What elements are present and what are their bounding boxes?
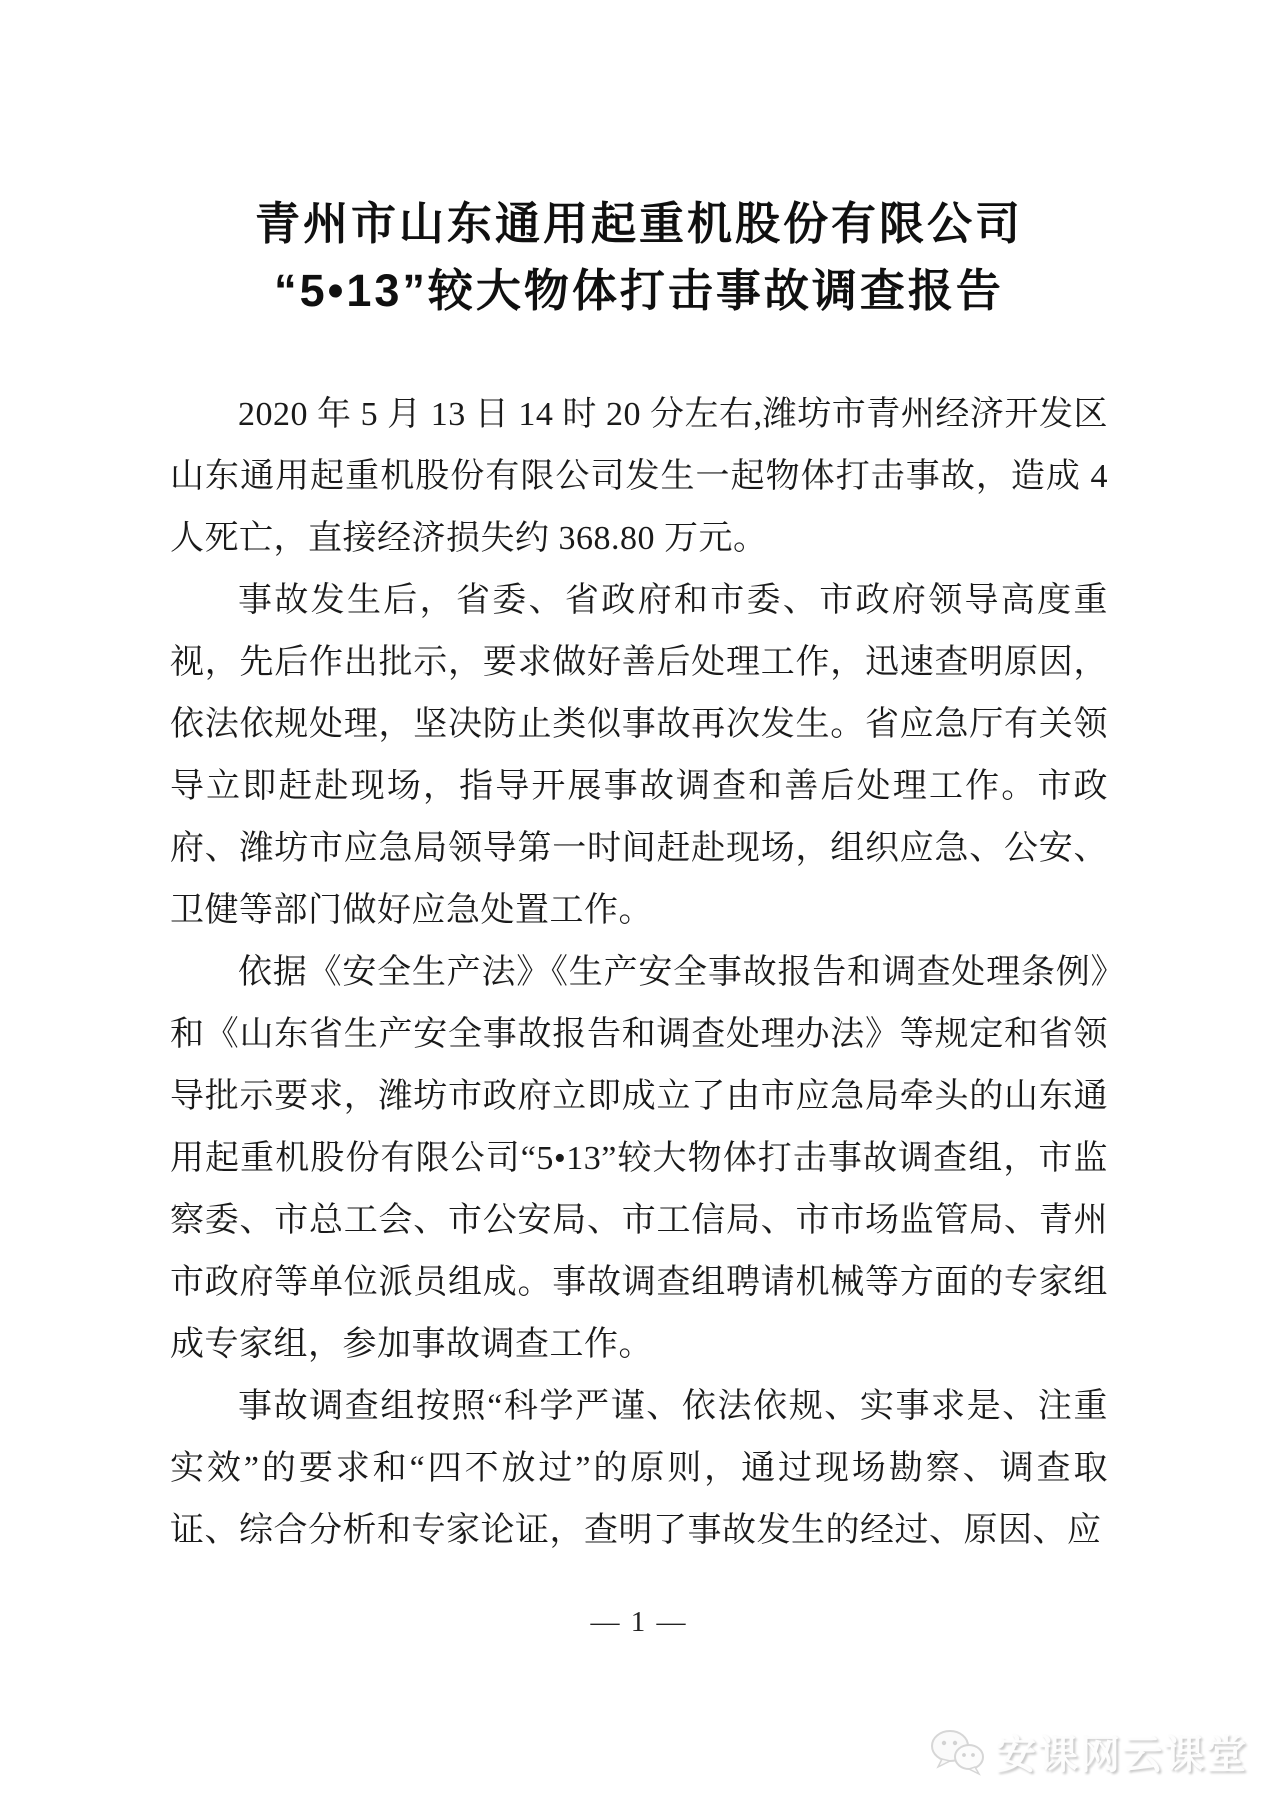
- paragraph-2: 事故发生后，省委、省政府和市委、市政府领导高度重视，先后作出批示，要求做好善后处理工作，迅速查明原因，依法依规处理，坚决防止类似事故再次发生。省应急厅有关领导立即赶赴现场，指导开展事故调查和善后处理工作。市政府、潍坊市应急局领导第一时间赶赴现场，组织应急、公安、卫健等部门做好应急处置工作。: [170, 582, 1108, 929]
- wechat-icon: [928, 1727, 986, 1777]
- document-content: [170, 190, 1108, 1639]
- document-title-line1: 青州市山东通用起重机股份有限公司: [254, 198, 1023, 249]
- document-title-line2: “5•13”较大物体打击事故调查报告: [274, 265, 1004, 316]
- watermark: [928, 1723, 1248, 1780]
- page-number: — 1 —: [590, 1606, 688, 1638]
- watermark-text: 安课网云课堂: [996, 1733, 1248, 1777]
- document-title: [170, 190, 1108, 324]
- paragraph-1: 2020 年 5 月 13 日 14 时 20 分左右,潍坊市青州经济开发区山东通用起重机股份有限公司发生一起物体打击事故，造成 4 人死亡，直接经济损失约 368.80 万元。: [170, 396, 1108, 557]
- paragraph-4: 事故调查组按照“科学严谨、依法依规、实事求是、注重实效”的要求和“四不放过”的原则，通过现场勘察、调查取证、综合分析和专家论证，查明了事故发生的经过、原因、应: [170, 1388, 1108, 1549]
- document-body: [170, 384, 1108, 1562]
- paragraph-3: 依据《安全生产法》《生产安全事故报告和调查处理条例》和《山东省生产安全事故报告和调查处理办法》等规定和省领导批示要求，潍坊市政府立即成立了由市应急局牵头的山东通用起重机股份有限公司“5•13”较大物体打击事故调查组，市监察委、市总工会、市公安局、市工信局、市市场监管局、青州市政府等单位派员组成。事故调查组聘请机械等方面的专家组成专家组，参加事故调查工作。: [170, 954, 1108, 1363]
